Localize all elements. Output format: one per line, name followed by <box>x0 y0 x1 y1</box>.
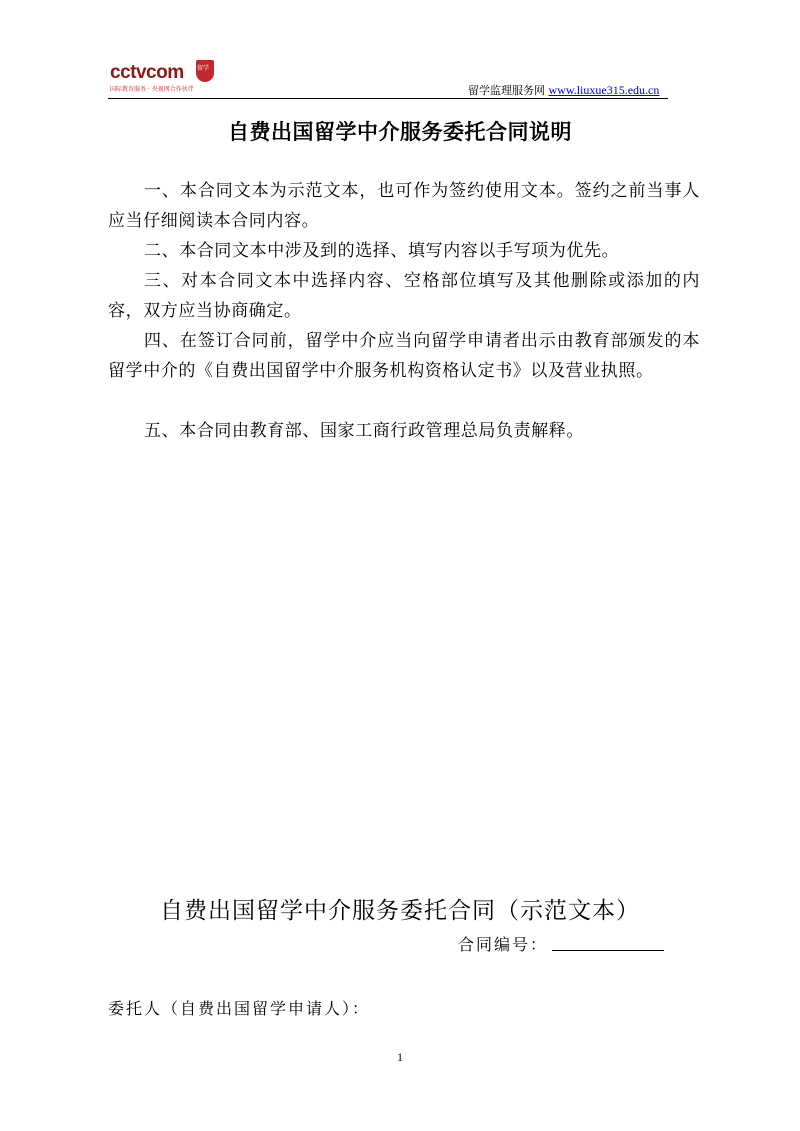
notes-item-4: 四、在签订合同前，留学中介应当向留学申请者出示由教育部颁发的本留学中介的《自费出国留学中介服务机构资格认定书》以及营业执照。 <box>108 331 700 381</box>
site-label: 留学监理服务网 <box>468 84 549 97</box>
notes-item-5: 五、本合同由教育部、国家工商行政管理总局负责解释。 <box>144 421 584 441</box>
logo-com: com <box>146 62 184 83</box>
contract-title: 自费出国留学中介服务委托合同（示范文本） <box>160 898 640 924</box>
notes-item-3: 三、对本合同文本中选择内容、空格部位填写及其他删除或添加的内容，双方应当协商确定。 <box>108 271 700 321</box>
header-site <box>468 82 659 98</box>
logo-badge <box>196 60 214 82</box>
header-divider <box>108 98 668 99</box>
logo-badge-text: 留学 <box>197 65 210 72</box>
contract-number-label: 合同编号： <box>458 935 549 954</box>
notes-item-1: 一、本合同文本为示范文本，也可作为签约使用文本。签约之前当事人应当仔细阅读本合同内容。 <box>108 181 700 231</box>
page-number: 1 <box>397 1050 403 1064</box>
notes-title: 自费出国留学中介服务委托合同说明 <box>228 120 572 144</box>
logo-text: cctv <box>110 62 147 83</box>
logo-subtitle: 国际教育服务 · 央视网合作伙伴 <box>110 86 194 93</box>
principal-label: 委托人（自费出国留学申请人）： <box>108 999 371 1018</box>
site-url-link[interactable]: www.liuxue315.edu.cn <box>548 83 660 97</box>
cctv-logo <box>110 60 222 96</box>
notes-item-2: 二、本合同文本中涉及到的选择、填写内容以手写项为优先。 <box>144 241 620 261</box>
contract-number-field[interactable] <box>552 950 664 951</box>
